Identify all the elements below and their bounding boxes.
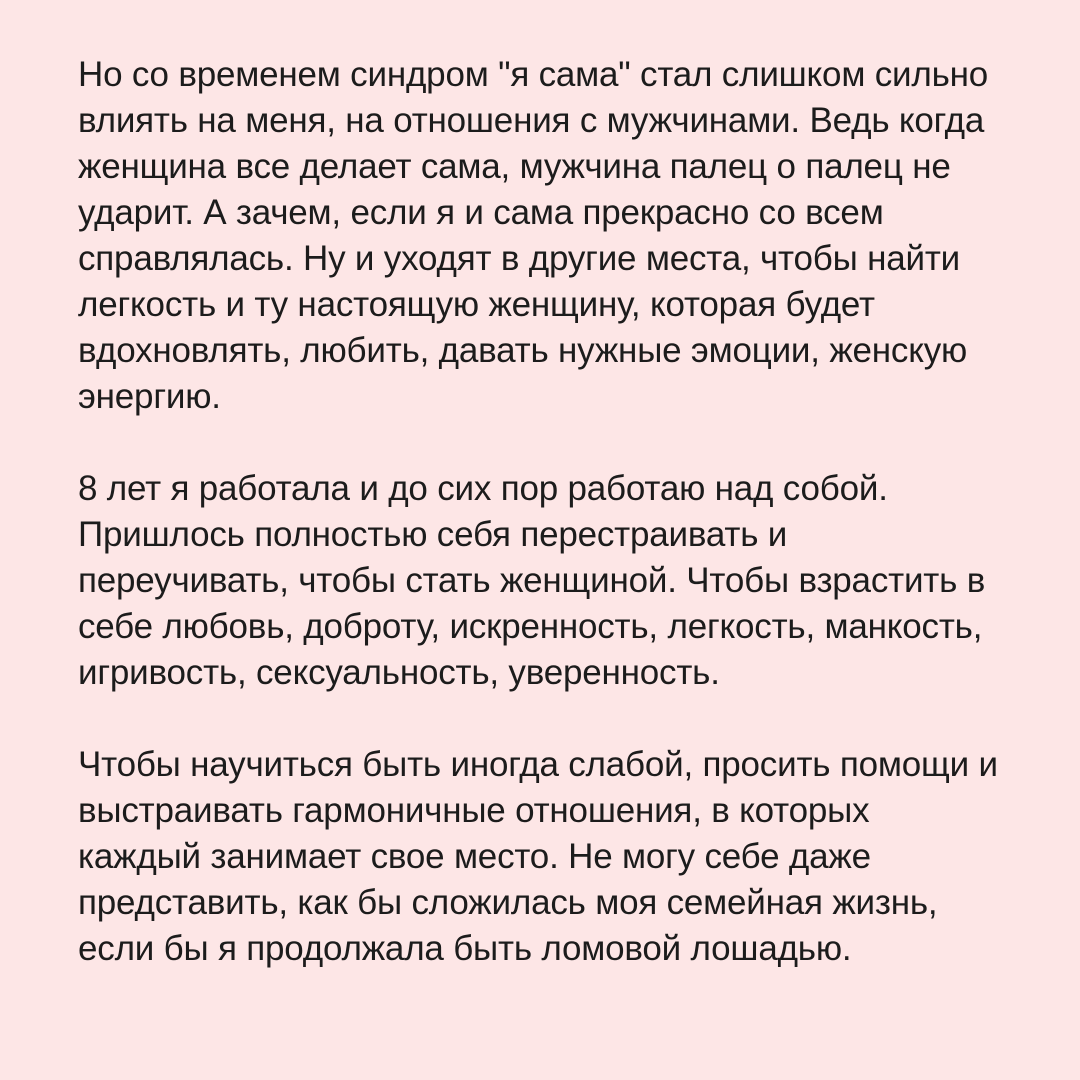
text-line: Чтобы научиться быть иногда слабой, просить помощи и — [78, 745, 998, 784]
text-line: 8 лет я работала и до сих пор работаю над собой. — [78, 469, 888, 508]
text-line: справлялась. Ну и уходят в другие места, чтобы найти — [78, 239, 961, 278]
text-line: энергию. — [78, 377, 221, 416]
text-line: выстраивать гармоничные отношения, в которых — [78, 791, 870, 830]
text-line: представить, как бы сложилась моя семейная жизнь, — [78, 883, 938, 922]
text-line: переучивать, чтобы стать женщиной. Чтобы взрастить в — [78, 561, 986, 600]
text-line: игривость, сексуальность, уверенность. — [78, 653, 720, 692]
text-line: себе любовь, доброту, искренность, легкость, манкость, — [78, 607, 983, 646]
text-line: легкость и ту настоящую женщину, которая будет — [78, 285, 875, 324]
paragraph-3 — [78, 742, 1068, 972]
text-line: если бы я продолжала быть ломовой лошадью. — [78, 929, 852, 968]
text-line: вдохновлять, любить, давать нужные эмоции, женскую — [78, 331, 968, 370]
text-line: влиять на меня, на отношения с мужчинами. Ведь когда — [78, 101, 985, 140]
text-line: ударит. А зачем, если я и сама прекрасно со всем — [78, 193, 884, 232]
body-text — [78, 52, 1068, 972]
paragraph-2 — [78, 466, 1068, 696]
text-line: женщина все делает сама, мужчина палец о палец не — [78, 147, 951, 186]
text-line: Но со временем синдром "я сама" стал слишком сильно — [78, 55, 989, 94]
text-line: Пришлось полностью себя перестраивать и — [78, 515, 788, 554]
text-line: каждый занимает свое место. Не могу себе даже — [78, 837, 871, 876]
paragraph-1 — [78, 52, 1068, 420]
